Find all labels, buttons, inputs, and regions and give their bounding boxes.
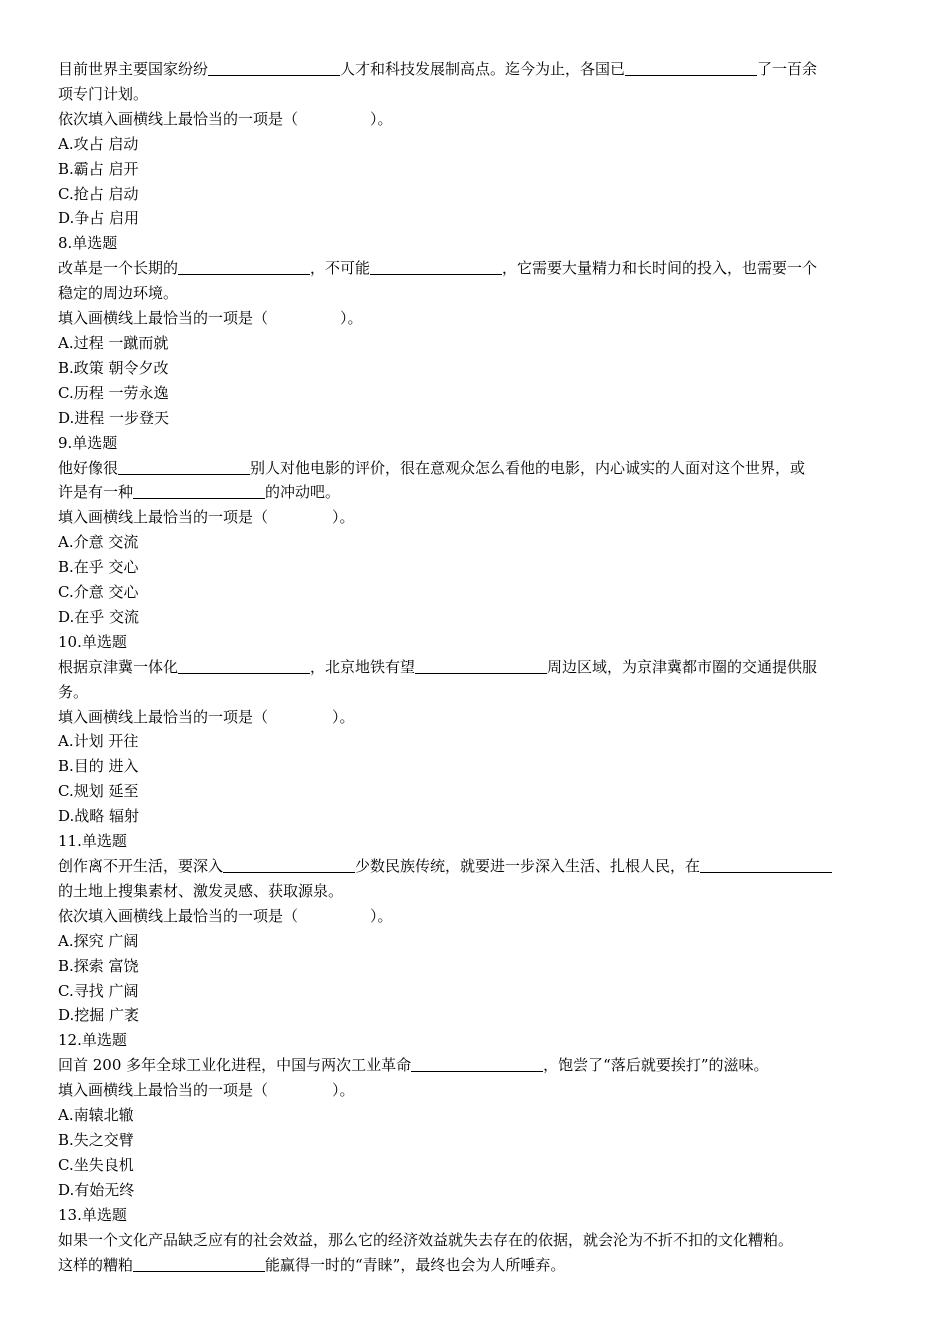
q8-header: 8.单选题	[58, 234, 118, 253]
q7-option-a: A.攻占 启动	[58, 134, 139, 153]
q11-prompt: 依次填入画横线上最恰当的一项是（ ）。	[58, 906, 393, 925]
q13-blank-1	[133, 1255, 265, 1272]
q7-blank-2	[625, 59, 757, 76]
q12-option-a: A.南辕北辙	[58, 1106, 134, 1125]
q9-stem-line-1: 他好像很 别人对他电影的评价，很在意观众怎么看他的电影，内心诚实的人面对这个世界，或	[58, 458, 806, 477]
q11-blank-1	[223, 856, 355, 873]
q12-prompt: 填入画横线上最恰当的一项是（ ）。	[58, 1081, 355, 1100]
q11-option-b: B.探索 富饶	[58, 956, 139, 975]
q12-blank-1	[411, 1055, 543, 1072]
q9-option-a: A.介意 交流	[58, 533, 139, 552]
q11-stem-line-1: 创作离不开生活，要深入 少数民族传统，就要进一步深入生活、扎根人民，在	[58, 854, 910, 879]
q11-blank-2	[700, 856, 832, 873]
q10-option-a: A.计划 开往	[58, 732, 139, 751]
q7-stem-line-1	[58, 57, 910, 82]
q8-blank-2	[370, 258, 502, 275]
q9-prompt: 填入画横线上最恰当的一项是（ ）。	[58, 508, 355, 527]
q9-option-d: D.在乎 交流	[58, 607, 140, 626]
q11-option-d: D.挖掘 广袤	[58, 1006, 140, 1025]
q7-blank-1	[208, 59, 340, 76]
q12-header: 12.单选题	[58, 1031, 127, 1050]
q8-stem-line-2: 稳定的周边环境。	[58, 284, 179, 303]
q9-blank-2	[133, 482, 265, 499]
q10-option-b: B.目的 进入	[58, 757, 139, 776]
q10-prompt: 填入画横线上最恰当的一项是（ ）。	[58, 707, 355, 726]
q12-stem-line-1: 回首 200 多年全球工业化进程，中国与两次工业革命 ，饱尝了“落后就要挨打”的滋味。	[58, 1056, 769, 1075]
q12-option-b: B.失之交臂	[58, 1130, 134, 1149]
q9-blank-1	[118, 458, 250, 475]
q9-option-b: B.在乎 交心	[58, 558, 139, 577]
q7-option-b: B.霸占 启开	[58, 159, 139, 178]
q10-stem-line-2: 务。	[58, 682, 89, 701]
q8-option-a: A.过程 一蹴而就	[58, 333, 169, 352]
q7-prompt: 依次填入画横线上最恰当的一项是（ ）。	[58, 109, 393, 128]
q7-stem-text: 人才和科技发展制高点。迄今为止，各国已	[340, 60, 626, 78]
q7-option-c: C.抢占 启动	[58, 184, 139, 203]
q8-stem-line-1: 改革是一个长期的 ，不可能 ，它需要大量精力和长时间的投入，也需要一个	[58, 259, 818, 278]
q8-prompt: 填入画横线上最恰当的一项是（ ）。	[58, 309, 363, 328]
q12-option-c: C.坐失良机	[58, 1155, 134, 1174]
q11-option-c: C.寻找 广阔	[58, 981, 139, 1000]
q10-header: 10.单选题	[58, 632, 127, 651]
q7-stem-text: 了一百余	[757, 60, 818, 78]
q9-header: 9.单选题	[58, 433, 118, 452]
q7-stem-text: 目前世界主要国家纷纷	[58, 60, 209, 78]
q9-stem-line-2: 许是有一种 的冲动吧。	[58, 483, 341, 502]
q10-blank-1	[178, 657, 310, 674]
q8-option-c: C.历程 一劳永逸	[58, 383, 169, 402]
q13-stem-line-2: 这样的糟粕 能赢得一时的“青睐”，最终也会为人所唾弃。	[58, 1255, 566, 1274]
q10-stem-line-1: 根据京津冀一体化 ，北京地铁有望 周边区域，为京津冀都市圈的交通提供服	[58, 657, 818, 676]
q8-option-b: B.政策 朝令夕改	[58, 358, 169, 377]
q8-option-d: D.进程 一步登天	[58, 408, 170, 427]
q11-stem-line-2: 的土地上搜集素材、激发灵感、获取源泉。	[58, 881, 344, 900]
q8-blank-1	[178, 258, 310, 275]
q11-option-a: A.探究 广阔	[58, 931, 139, 950]
q11-header: 11.单选题	[58, 832, 127, 851]
q10-blank-2	[415, 657, 547, 674]
q9-option-c: C.介意 交心	[58, 583, 139, 602]
q10-option-d: D.战略 辐射	[58, 807, 140, 826]
q13-stem-line-1: 如果一个文化产品缺乏应有的社会效益，那么它的经济效益就失去存在的依据，就会沦为不折不扣的文化糟粕。	[58, 1230, 794, 1249]
q13-header: 13.单选题	[58, 1205, 127, 1224]
q10-option-c: C.规划 延至	[58, 782, 139, 801]
q7-option-d: D.争占 启用	[58, 209, 140, 228]
q12-option-d: D.有始无终	[58, 1180, 135, 1199]
q7-stem-line-2: 项专门计划。	[58, 84, 149, 103]
